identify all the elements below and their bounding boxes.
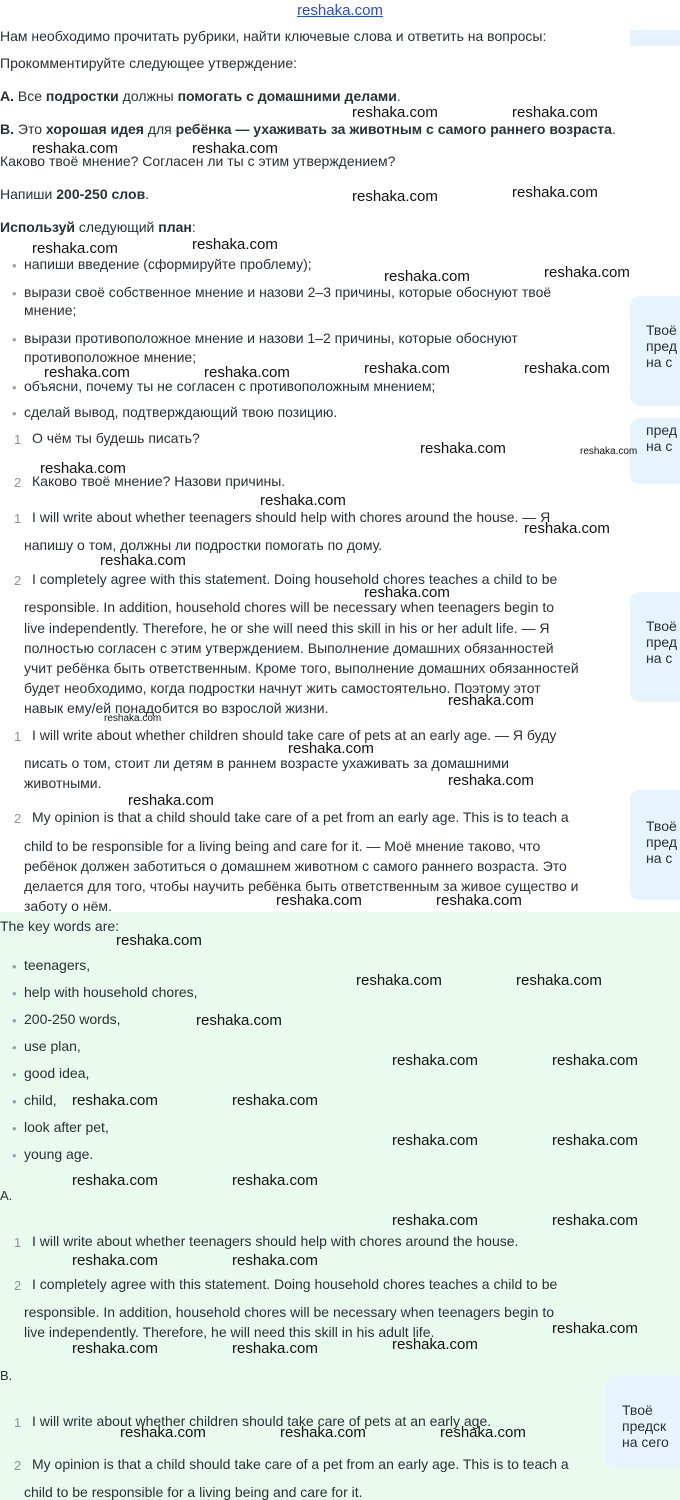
bullet-icon: • [12,959,17,974]
answer-line: I will write about whether children should take care of pets at an early age. — Я буду [32,727,557,743]
answer-line: животными. [24,775,102,791]
watermark: reshaka.com [100,552,186,569]
answer-line: учит ребёнка быть ответственным. Кроме того, выполнение домашних обязанностей [24,660,579,676]
question-item: О чём ты будешь писать? [32,430,200,446]
plan-item: объясни, почему ты не согласен с противоположным мнением; [24,378,436,394]
watermark: reshaka.com [352,188,438,205]
bullet-icon: • [12,380,17,395]
answer-number: 1 [14,729,22,744]
watermark: reshaka.com [524,520,610,537]
plan-item: вырази противоположное мнение и назови 1–2 причины, которые обоснуют [24,330,518,346]
watermark: reshaka.com [72,1172,158,1189]
question-number: 2 [14,475,22,490]
answer-number: 1 [14,1235,22,1250]
answer-line: My opinion is that a child should take care of a pet from an early age. This is to teach a [32,809,569,825]
watermark: reshaka.com [120,1424,206,1441]
watermark: reshaka.com [436,892,522,909]
side-tab [630,30,680,46]
answer-line: I completely agree with this statement. Doing household chores teaches a child to be [32,1276,558,1292]
answer-number: 2 [14,1458,22,1473]
promo-bubble[interactable]: Твоё пред на с [630,592,680,702]
watermark: reshaka.com [352,104,438,121]
keyword-item: 200-250 words, [24,1011,121,1027]
watermark: reshaka.com [204,364,290,381]
answer-line: live independently. Therefore, he will need this skill in his adult life. [24,1324,435,1340]
answer-line: навык ему/ей понадобится во взрослой жизни. [24,700,329,716]
bullet-icon: • [12,258,17,273]
bullet-icon: • [12,1148,17,1163]
watermark: reshaka.com [72,1092,158,1109]
watermark: reshaka.com [192,140,278,157]
statement-a: A. Все подростки должны помогать с домашними делами. [0,88,401,104]
watermark: reshaka.com [32,140,118,157]
promo-bubble[interactable]: Твоё пред на с [630,296,680,406]
watermark: reshaka.com [196,1012,282,1029]
site-logo[interactable]: reshaka.com [297,2,383,19]
watermark: reshaka.com [72,1252,158,1269]
answer-line: ребёнок должен заботиться о домашнем животном с самого раннего возраста. Это [24,858,567,874]
watermark: reshaka.com [516,972,602,989]
plan-item-continued: мнение; [24,302,77,318]
keyword-item: good idea, [24,1065,90,1081]
keyword-item: child, [24,1092,57,1108]
watermark: reshaka.com [356,972,442,989]
section-b-label: B. [0,1368,13,1383]
watermark: reshaka.com [392,1052,478,1069]
answer-number: 2 [14,573,22,588]
watermark: reshaka.com [384,268,470,285]
answer-line: I will write about whether teenagers should help with chores around the house. [32,1233,519,1249]
bullet-icon: • [12,1094,17,1109]
bullet-icon: • [12,1121,17,1136]
plan-item: сделай вывод, подтверждающий твою позицию. [24,404,338,420]
bullet-icon: • [12,1067,17,1082]
watermark: reshaka.com [116,932,202,949]
watermark: reshaka.com [552,1132,638,1149]
keyword-item: young age. [24,1146,94,1162]
bullet-icon: • [12,406,17,421]
plan-item: напиши введение (сформируйте проблему); [24,256,312,272]
watermark: reshaka.com [552,1212,638,1229]
watermark: reshaka.com [128,792,214,809]
promo-bubble[interactable]: Твоё предск на сего [606,1376,680,1468]
promo-bubble[interactable]: Твоё пред на с [630,790,680,900]
watermark: reshaka.com [524,360,610,377]
watermark: reshaka.com [420,440,506,457]
answer-line: I will write about whether teenagers should help with chores around the house. — Я [32,509,551,525]
watermark: reshaka.com [32,240,118,257]
watermark: reshaka.com [280,1424,366,1441]
answer-line: child to be responsible for a living being and care for it. [24,1484,363,1500]
keyword-item: use plan, [24,1038,81,1054]
statement-b: B. Это хорошая идея для ребёнка — ухаживать за животным с самого раннего возраста. [0,121,616,137]
keywords-title: The key words are: [0,918,120,934]
watermark: reshaka.com [544,264,630,281]
answer-line: responsible. In addition, household chores will be necessary when teenagers begin to [24,1304,555,1320]
watermark: reshaka.com [392,1132,478,1149]
watermark: reshaka.com [104,713,162,724]
plan-item-continued: противоположное мнение; [24,349,197,365]
answer-line: live independently. Therefore, he or she will need this skill in his or her adult life. — Я [24,620,550,636]
watermark: reshaka.com [580,446,638,457]
watermark: reshaka.com [512,104,598,121]
answer-line: child to be responsible for a living being and care for it. — Моё мнение таково, что [24,838,541,854]
watermark: reshaka.com [232,1172,318,1189]
answer-number: 2 [14,1278,22,1293]
watermark: reshaka.com [40,460,126,477]
watermark: reshaka.com [552,1320,638,1337]
bullet-icon: • [12,332,17,347]
watermark: reshaka.com [364,360,450,377]
answer-line: полностью согласен с этим утверждением. Выполнение домашних обязанностей [24,640,554,656]
answer-line: заботу о нём. [24,898,112,914]
watermark: reshaka.com [448,692,534,709]
bullet-icon: • [12,986,17,1001]
answer-line: responsible. In addition, household chores will be necessary when teenagers begin to [24,599,555,615]
promo-bubble[interactable]: пред на с [630,418,680,484]
watermark: reshaka.com [448,772,534,789]
section-a-label: A. [0,1188,13,1203]
answer-line: будет необходимо, когда подростки начнут жить самостоятельно. Поэтому этот [24,680,541,696]
watermark: reshaka.com [260,492,346,509]
bullet-icon: • [12,1040,17,1055]
watermark: reshaka.com [512,184,598,201]
watermark: reshaka.com [192,236,278,253]
watermark: reshaka.com [72,1340,158,1357]
answer-number: 2 [14,811,22,826]
watermark: reshaka.com [232,1252,318,1269]
bullet-icon: • [12,1013,17,1028]
answer-line: делается для того, чтобы научить ребёнка быть ответственным за живое существо и [24,878,579,894]
answer-line: I will write about whether children should take care of pets at an early age. [32,1413,492,1429]
plan-item: вырази своё собственное мнение и назови 2–3 причины, которые обоснуют твоё [24,284,552,300]
keyword-item: teenagers, [24,957,91,973]
answer-number: 1 [14,511,22,526]
watermark: reshaka.com [440,1424,526,1441]
watermark: reshaka.com [232,1092,318,1109]
word-count: Напиши 200-250 слов. [0,186,150,202]
watermark: reshaka.com [364,584,450,601]
answer-line: I completely agree with this statement. Doing household chores teaches a child to be [32,571,558,587]
answer-line: My opinion is that a child should take care of a pet from an early age. This is to teach a [32,1456,569,1472]
intro-line-2: Прокомментируйте следующее утверждение: [0,55,298,71]
watermark: reshaka.com [392,1212,478,1229]
watermark: reshaka.com [276,892,362,909]
watermark: reshaka.com [552,1052,638,1069]
bullet-icon: • [12,286,17,301]
answers-section-background [0,912,680,1500]
question-number: 1 [14,432,22,447]
watermark: reshaka.com [288,740,374,757]
watermark: reshaka.com [232,1340,318,1357]
answer-line: напишу о том, должны ли подростки помогать по дому. [24,537,383,553]
watermark: reshaka.com [44,364,130,381]
watermark: reshaka.com [392,1336,478,1353]
question-text: Каково твоё мнение? Согласен ли ты с этим утверждением? [0,153,396,169]
question-item: Каково твоё мнение? Назови причины. [32,473,286,489]
keyword-item: help with household chores, [24,984,198,1000]
plan-heading: Используй следующий план: [0,219,196,235]
answer-number: 1 [14,1415,22,1430]
answer-line: писать о том, стоит ли детям в раннем возрасте ухаживать за домашними [24,755,509,771]
intro-line-1: Нам необходимо прочитать рубрики, найти ключевые слова и ответить на вопросы: [0,28,547,44]
keyword-item: look after pet, [24,1119,109,1135]
